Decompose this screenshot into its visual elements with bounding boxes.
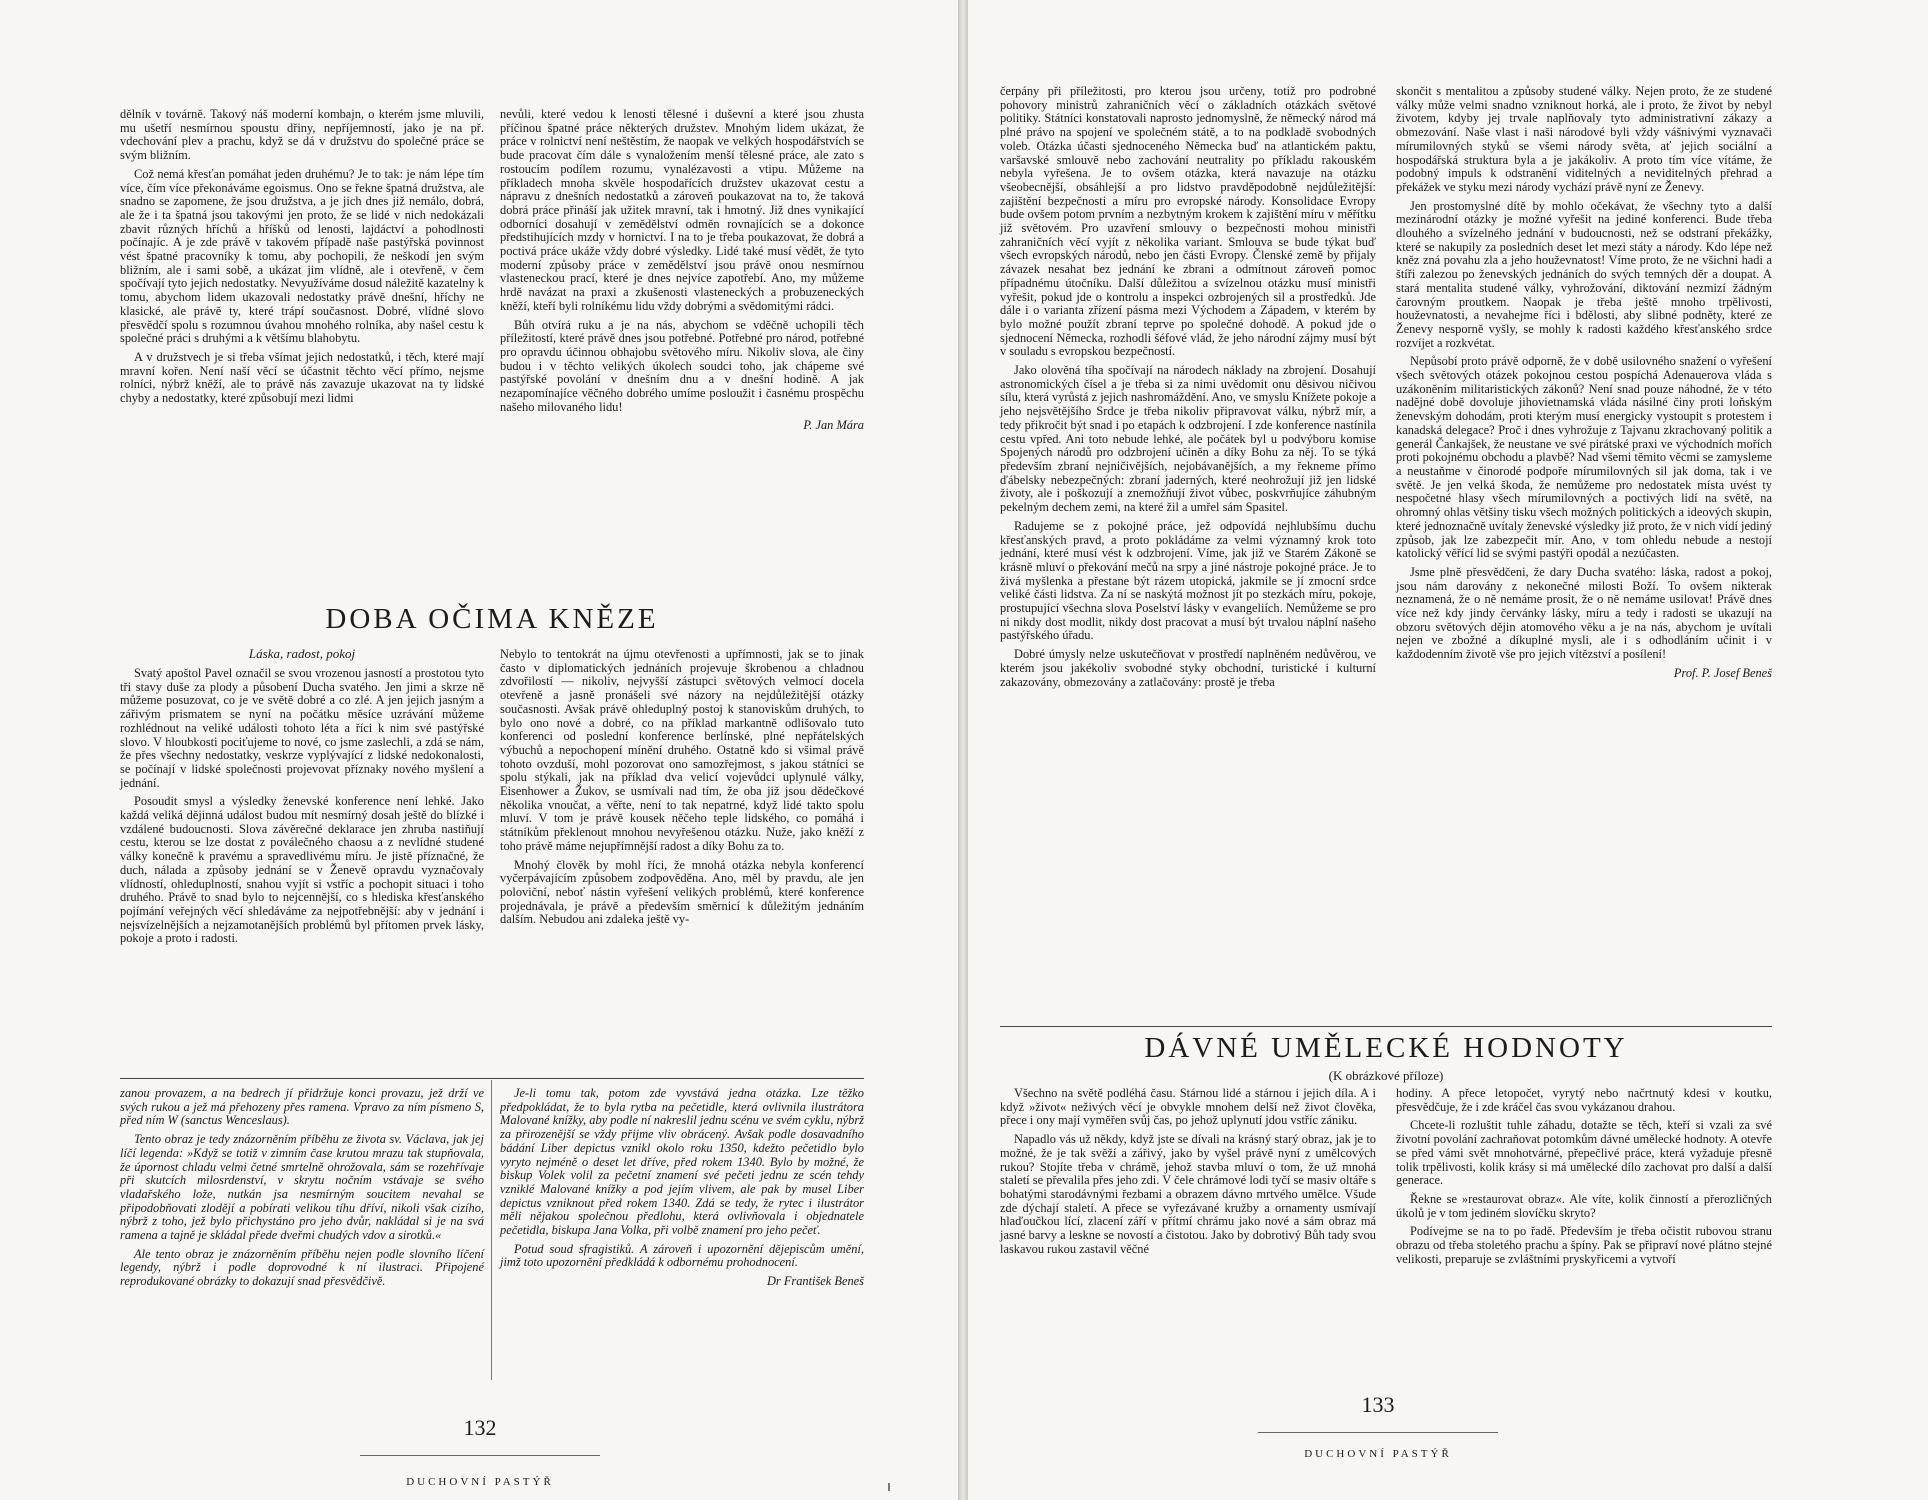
paragraph: A v družstvech je si třeba všímat jejich nedostatků, i těch, které mají mravní kořen. Není naší věcí se účastnit těchto věcí přímo, nejsme rolníci, nýbrž kněží, ale to právě nás zavazuje ukazovat na ty lidské chyby a nedostatky, které způsobují mezi lidmi bbox=[120, 349, 484, 406]
paragraph: nevůli, které vedou k lenosti tělesné i duševní a které jsou zhusta příčinou špatné práce některých družstev. Mnohým lidem ukázat, že práce v rolnictví není neštěstím, že naopak ve velkých hospodářstvích se bude pracovat čím dále s vynaložením menší tělesné práce, ale zato s rostoucím podílem rozumu, vynalézavosti a vtipu. Můžeme na příkladech mnoha skvěle hospodařících družstev ukazovat cestu a nápravu z dnešních nedostatků a zároveň poukazovat na to, že taková dobrá práce přináší jak užitek mravní, tak i hmotný. Již dnes vynikající odborníci dosahují v zemědělství odměn rovnajících se a dokonce předstihujících mzdy v hornictví. I na to je třeba poukazovat, že dobrá a poctivá práce ukáže vždy dobré výsledky. Lidé také musí vědět, že tyto moderní způsoby práce v zemědělství jsou právě onou nesmírnou vlasteneckou prací, které je dnes nejvíce zapotřebí. Ano, my můžeme hrdě navázat na praxi a zkušenosti vlasteneckých a probuzeneckých kněží, kteří byli rolníkému lidu vždy dobrými a svědomitými rádci. bbox=[500, 107, 864, 313]
column-divider bbox=[491, 1080, 492, 1380]
section-divider bbox=[1000, 1026, 1772, 1027]
article-subtitle: (K obrázkové příloze) bbox=[1328, 1068, 1444, 1083]
article-headline: DOBA OČIMA KNĚZE bbox=[325, 603, 659, 635]
paragraph: Napadlo vás už někdy, když jste se dívali na krásný starý obraz, jak je to možné, že je tak svěží a zářivý, jako by vyšel právě nyní z umělcových rukou? Stojíte třeba v chrámě, jehož stavba mluví o tom, že už mnohá staletí se převalila přes jeho zdi. V čele chrámové lodi tyčí se masiv oltáře s bohatými starodávnými řezbami a obrazem dávno mrtvého umělce. Všude zde dýchají staletí. A přece se vyřezávané kružby a ornamenty usmívají hlaďoučkou lící, zlacení září v přítmí chrámu jako nové a sám obraz má jasné barvy a leskne se novostí a čistotou. Jako by dobrotivý Bůh tady svou laskavou rukou zastavil věčné bbox=[1000, 1132, 1376, 1256]
paragraph: Potud soud sfragistiků. A zároveň i upozornění dějepiscům umění, jimž toto upozornění předkládá k odbornému prohodnocení. bbox=[500, 1241, 864, 1270]
paragraph: Jako olověná tíha spočívají na národech náklady na zbrojení. Dosahují astronomických čísel a je třeba si za nimi uvědomit onu děsivou ničivou sílu, která vyrůstá z jejich nashromáždění. Ano, ve smyslu Knížete pokoje a jeho nejsvětějšího Srdce je třeba nikoliv připravovat válku, nýbrž mír, a tedy přikročit být snad i po etapách k odzbrojení. I zde konference nastínila cestu vpřed. Ani toto nebude lehké, ale počátek byl u podvýboru komise Spojených národů pro odzbrojení učiněn a díky Bohu za něj. To se týká především zbraní nejničivějších, nejobávanějších, a my řekneme přímo ďábelsky nebezpečných: zbraní jaderných, které neohrožují již jen lidské životy, ale i poškozují a znemožňují život vůbec, poskvrňujíce záhubným pekelným dechem zemi, na které žil a umřel sám Spasitel. bbox=[1000, 363, 1376, 515]
left-col1-bottom bbox=[120, 1087, 484, 1294]
paragraph: Což nemá křesťan pomáhat jeden druhému? Je to tak: je nám lépe tím více, čím více překonáváme egoismus. Ono se řekne špatná družstva, ale snadno se zapomene, že jsou družstva, a je jich dnes již nemálo, dobrá, ale že i ta špatná jsou takovými jen proto, že se lidé v nich nedokázali zbavit různých hříchů a hříšků od lenosti, lajdáctví a pohodlnosti počínajíc. A je zde právě v takovém případě naše pastýřská povinnost vést špatné pracovníky k tomu, aby pochopili, že neškodí jen svým bližním, ale i sami sobě, a ukázat jim vlídně, ale i otevřeně, v čem spočívají tyto jejich nedostatky. Nevyužíváme dosud náležitě kazatelny k tomu, abychom lidem ukazovali nedostatky právě dnešní, hříchy ne klasické, ale právě ty, které trápí současnost. Dobré, vlídné slovo přesvědčí spolu s rozumnou úvahou mnohého rolníka, aby našel cestu k společné práci s druhými a k většímu blahobytu. bbox=[120, 166, 484, 346]
paragraph: Svatý apoštol Pavel označil se svou vrozenou jasností a prostotou tyto tři stavy duše za plody a působení Ducha svatého. Jen jimi a skrze ně můžeme posuzovat, co je ve světě dobré a co zlé. A jen jejich jasným a zářivým prismatem se nyní na počátku měsíce uzrávání můžeme rozhlédnout na veliké události tohoto léta a říci k nim své pastýřské slovo. V hloubkosti pociťujeme to nové, co jsme zaslechli, a zdá se nám, že přes všechny nedostatky, veskrze vyplývající z lidské nedokonalosti, se počínají v lidské společnosti projevovat příznaky nového myšlení a jednání. bbox=[120, 666, 484, 790]
print-mark bbox=[888, 1483, 890, 1491]
right-col2-top bbox=[1396, 85, 1772, 681]
paragraph: skončit s mentalitou a způsoby studené války. Nejen proto, že ze studené války může velmi snadno vzniknout horká, ale i proto, že život by nebyl životem, kdyby jej trvale naplňovaly tyto administrativní zákazy a obmezování. Naše vlast i naši národové byli vždy vášnivými vyznavači mírumilovných styků se všemi národy světa, ať jejich sociální a hospodářská struktura byla a je jakákoliv. A proto tím více vítáme, že podobný impuls k odstranění viditelných a neviditelných přehrad a překážek ve styku mezi národy vychází právě nyní ze Ženevy. bbox=[1396, 84, 1772, 194]
right-page bbox=[968, 0, 1928, 1500]
author-signature: Prof. P. Josef Beneš bbox=[1673, 665, 1772, 680]
paragraph: Je-li tomu tak, potom zde vyvstává jedna otázka. Lze těžko předpokládat, že to byla rytba na pečetidle, která ovlivnila ilustrátora Malované knížky, aby podle ní nakreslil jednu scénu ve svém cyklu, nýbrž za přirozenější se vždy přijme vliv obrácený. Avšak podle dosavadního bádání Liber depictus vznikl okolo roku 1350, kdežto pečetidlo bylo vyryto nejméně o deset let dříve, před rokem 1340. Bylo by možné, že biskup Volek volil za pečetní znamení své pečeti jednu ze scén tehdy vzniklé Malované knížky a pod jejím vlivem, ale pak by musel Liber depictus vzniknout před rokem 1340. Zdá se tedy, že rytec i ilustrátor měli nějakou společnou předlohu, která ovlivňovala i objednatele pečetidla, biskupa Jana Volka, při volbě znamení pro jeho pečeť. bbox=[500, 1086, 864, 1238]
paragraph: dělník v továrně. Takový náš moderní kombajn, o kterém jsme mluvili, mu ušetří nesmírnou spoustu dřiny, nepříjemností, jako je na př. vdechování plev a prachu, když se dá v družstvu do společné práce se svým bližním. bbox=[120, 107, 484, 163]
left-col1-top bbox=[120, 108, 484, 411]
article-subtitle: Láska, radost, pokoj bbox=[248, 646, 356, 661]
paragraph: Bůh otvírá ruku a je na nás, abychom se vděčně uchopili těch příležitostí, které právě dnes jsou potřebné. Potřebné pro národ, potřebné pro opravdu účinnou obhajobu světového míru. Nikoliv slova, ale činy budou i v těchto velikých úkolech soudci toho, jak chápeme své pastýřské povolání v dnešním dnu a v dnešní hodině. A jak nezapomínajíce věčného dobrého umíme posloužit i časnému prospěchu našeho milovaného lidu! bbox=[500, 317, 864, 414]
right-col1-top bbox=[1000, 85, 1376, 694]
paragraph: Radujeme se z pokojné práce, jež odpovídá nejhlubšímu duchu křesťanských pravd, a proto pokládáme za velmi významný krok toto jednání, které musí vést k odzbrojení. Víme, jak již ve Starém Zákoně se krásně mluví o překování mečů na srpy a jiné nástroje pokojné práce. Je to živá myšlenka a přestane být rázem utopická, jakmile se jí zmocní srdce veliké části lidstva. Za ní se naskýtá možnost jít po stezkách míru, pokoje, prostupující všechna slova Poselství lásky v evangeliích. Nemůžeme se pro ni nikdy dost modlit, nikdy dost pracovat a musí být trvalou náplní našeho pastýřského úřadu. bbox=[1000, 518, 1376, 643]
paragraph: zanou provazem, a na bedrech jí přidržuje konci provazu, jež drží ve svých rukou a jež má přehozeny přes ramena. Vpravo za ním písmeno S, před ním W (sanctus Wenceslaus). bbox=[120, 1086, 484, 1128]
page-number: 133 bbox=[1361, 1392, 1395, 1417]
paragraph: Tento obraz je tedy znázorněním příběhu ze života sv. Václava, jak jej líčí legenda: »Když se totiž v zimním čase krutou mrazu tak stupňovala, že úpornost chladu velmi četné smrtelně ohrožovala, sám se rozehřívaje při skutcích milosrdenství, v skrytu nočním vstávaje se svého vladařského lože, nutkán jsa nesmírným soucitem nevahal se připodobňovati zlodějí a pobírati velikou tíhu dříví, nikoli však cizího, nýbrž z toho, jež bylo přichystáno pro jeho dvůr, nakládal si je na svá ramena a tajně je skládal přede dveřmi chudých vdov a sirotků.« bbox=[120, 1132, 484, 1243]
paragraph: Řekne se »restaurovat obraz«. Ale víte, kolik činností a přerozličných úkolů je v tom jediném slovíčku skryto? bbox=[1396, 1191, 1772, 1220]
left-col2-top bbox=[500, 108, 864, 433]
footer-rule bbox=[1258, 1432, 1498, 1433]
paragraph: Všechno na světě podléhá času. Stárnou lidé a stárnou i jejich díla. A i když »život« neživých věcí je obvykle mnohem delší než život člověka, přece i ony mají vyměřen svůj čas, po jehož uplynutí jdou vstříc zániku. bbox=[1000, 1086, 1376, 1128]
paragraph: Jsme plně přesvědčeni, že dary Ducha svatého: láska, radost a pokoj, jsou nám darovány z nekonečné milosti Boží. To ovšem nikterak neznamená, že o ně nemáme prosit, že o ně nemáme usilovat! Právě dnes více než kdy jindy červánky lásky, míru a tedy i radosti se ukazují na obzoru světových dějin atomového věku a je na nás, abychom je uvítali nejen ve zbožné a díkuplné mysli, ale i s odhodláním učinit i v každodenním životě vše pro jejich vítězství a posílení! bbox=[1396, 564, 1772, 662]
author-signature: P. Jan Mára bbox=[803, 418, 864, 433]
book-gutter bbox=[958, 0, 968, 1500]
left-col2-bottom bbox=[500, 1087, 864, 1289]
paragraph: Posoudit smysl a výsledky ženevské konference není lehké. Jako každá veliká dějinná událost budou mít nesmírný dosah ještě do blízké i vzdálené budoucnosti. Slova závěrečné deklarace jen zhruba nastiňují cestu, kterou se lze dostat z poválečného chaosu a z nevlídné studené války konečně k pravému a spravedlivému míru. Je jistě příznačné, že duch, nálada a způsoby jednání se v Ženevě opravdu vyznačovaly vlídností, ohleduplností, snahou vyjít si vstříc a pochopit situaci i toho druhého. Právě to snad bylo to nejcennější, co s hlediska křesťanského pojímání veřejných věcí shledáváme za nejpotřebnější: aby v jednání i nejsvízelnějších a nejzamotanějších problémů byl přítomen prvek lásky, pokoje a proto i radosti. bbox=[120, 794, 484, 946]
article-headline: DÁVNÉ UMĚLECKÉ HODNOTY bbox=[1144, 1032, 1628, 1064]
footer-rule bbox=[360, 1455, 600, 1456]
right-col2-bottom bbox=[1396, 1087, 1772, 1271]
page-number: 132 bbox=[463, 1415, 497, 1440]
paragraph: Ale tento obraz je znázorněním příběhu nejen podle slovního líčení legendy, nýbrž i podle doprovodné k ní ilustraci. Připojené reprodukované obrázky to dokazují snad přesvědčivě. bbox=[120, 1246, 484, 1289]
running-footer: DUCHOVNÍ PASTÝŘ bbox=[1304, 1448, 1452, 1460]
left-col2-mid bbox=[500, 648, 864, 932]
paragraph: Nepůsobí proto právě odporně, že v době usilovného snažení o vyřešení všech světových otázek pokojnou cestou pospíchá Adenauerova vláda s uzákoněním militaristických zákonů? Není snad pouze náhodné, že v této nadějné době dovoluje jihovietnamská vláda násilné činy proti loňským ženevským dohodám, proti kterým musí energicky vystoupit s protestem i kanadská delegace? Proč i dnes vyhrožuje z Tajvanu zkrachovaný politik a generál Čankajšek, že neustane ve své pirátské praxi ve východních mořích proti pokojnému obchodu a plavbě? Nad všemi těmito věcmi se zamysleme a neustaňme v činorodé podpoře mírumilovných sil jak doma, tak i ve světě. Je jen velká škoda, že nemůžeme pro nedostatek místa uvést ty nespočetné hlasy všech mírumilovných a poctivých lidí na světě, na ohromný ohlas většiny tisku všech možných politických a ideových skupin, které jednoznačně uvítaly ženevské výsledky již proto, že v nich vidí jediný způsob, jak lze zabezpečit mír. Ano, v tom ohledu nebude a nestojí katolický věřící lid se svými pastýři opodál a nezúčasten. bbox=[1396, 354, 1772, 561]
paragraph: Jen prostomyslné dítě by mohlo očekávat, že všechny tyto a další mezinárodní otázky je možné vyřešit na jediné konferenci. Bude třeba dlouhého a svízelného jednání v budoucnosti, než se odstraní překážky, které se nakupily za posledních deset let mezi státy a národy. Kdo lépe než kněz zná povahu zla a jeho houževnatost! Víme proto, že ne všichni hadi a štíři zalezou po ženevských jednáních do svých temných děr a doupat. A stará mentalita studené války, vyhrožování, diktování nezmizí žádným čarovným proutkem. Naopak je třeba ještě mnoho trpělivosti, houževnatosti, a nevahejme říci i bdělosti, aby slibné podněty, které ze Ženevy nesporně vyšly, se mohly k radosti každého křesťanského srdce rozvíjet a rozkvétat. bbox=[1396, 198, 1772, 350]
paragraph: Chcete-li rozluštit tuhle záhadu, dotažte se těch, kteří si vzali za své životní povolání zachraňovat potomkům dávné umělecké hodnoty. A otevře se před vámi svět mnohotvárné, přepečlivé práce, která vyžaduje přesně tolik trpělivosti, kolik krásy si má umělecké dílo zachovat pro další a další generace. bbox=[1396, 1118, 1772, 1188]
paragraph: čerpány při příležitosti, pro kterou jsou určeny, totiž pro podrobné pohovory ministrů zahraničních věcí o základních otázkách světové politiky. Státníci konstatovali naprosto jednomyslně, že německý národ má plné právo na spojení ve společném státě, a to na podkladě svobodných voleb. Otázka účasti sjednoceného Německa buď na atlantickém paktu, varšavské smlouvě nebo zachování neutrality po příkladu rakouském nebyla vyřešena. Je to ovšem otázka, která navazuje na otázku všeobecnější, obsáhlejší a pro lidstvo pravděpodobně nejdůležitější: zajištění bezpečnosti a míru pro evropské národy. Konsolidace Evropy bude ovšem potom prvním a nezbytným krokem k zajištění míru v měřítku již světovém. Pro uzavření smlouvy o bezpečnosti mohou ministři zahraničních věcí vyjít z několika variant. Smlouva se bude týkat buď všech evropských národů, nebo jen části Evropy. Členské země by přijaly závazek nesahat bez jednání ke zbrani a odmítnout zároveň pomoc případnému útočníku. Další důležitou a svízelnou otázku musí ministři vyřešit, pokud jde o kontrolu a inspekci ozbrojených sil a prostředků. Jde dále i o varianta zřízení pásma mezi Východem a Západem, v kterém by bylo možné použít zbraní teprve po společné dohodě. A pokud jde o sjednocení Německa, rozhodli šéfové vlád, že jeho národní zájmy musí být v souladu s evropskou bezpečností. bbox=[1000, 84, 1376, 359]
left-col1-mid bbox=[120, 667, 484, 951]
paragraph: Podívejme se na to po řadě. Především je třeba očistit rubovou stranu obrazu od třeba stoletého prachu a špíny. Pak se připraví nové plátno stejné velikosti, preparuje se zvláštními pryskyřicemi a vytvoří bbox=[1396, 1224, 1772, 1266]
paragraph: Dobré úmysly nelze uskutečňovat v prostředí naplněném nedůvěrou, ve kterém jsou jakékoliv svobodné styky obchodní, turistické i kulturní zakazovány, obmezovány a zatlačovány: prostě je třeba bbox=[1000, 647, 1376, 689]
right-col1-bottom bbox=[1000, 1087, 1376, 1261]
left-page bbox=[0, 0, 958, 1500]
paragraph: Nebylo to tentokrát na újmu otevřenosti a upřímnosti, jak se to jinak často v diplomatických jednáních projevuje škrobenou a chladnou zdvořilostí — nikoliv, nejvyšší zástupci světových velmocí docela otevřeně a jasně pronášeli své názory na nejdůležitější otázky současnosti. Avšak právě ohleduplný postoj k stanoviskům druhých, to bylo ono nové a dobré, co na příklad markantně odlišovalo tuto konferenci od poslední konference berlínské, plné nepřátelských výbuchů a nepochopení mínění druhého. Ostatně kdo si všimal právě tohoto ovzduší, mohl pozorovat ono samozřejmost, s jakou státníci se spolu stýkali, jak na příklad dva velicí vojevůdci uplynulé války, Eisenhower a Žukov, se usmívali nad tím, že oba již jsou dědečkové několika vnoučat, a věřte, není to tak nepatrné, když lidé takto spolu mluví. V tom je právě kousek něčeho teple lidského, co pomáhá i státníkům překlenout mnohou nevyřešenou otázku. Nuže, jako kněží z toho právě máme nejupřímnější radost a díky Bohu za to. bbox=[500, 647, 864, 853]
running-footer: DUCHOVNÍ PASTÝŘ bbox=[406, 1476, 554, 1488]
section-divider bbox=[120, 1078, 864, 1079]
paragraph: hodiny. A přece letopočet, vyrytý nebo načrtnutý kdesi v koutku, přesvědčuje, že i zde kráčel čas svou vykázanou drahou. bbox=[1396, 1086, 1772, 1114]
author-signature: Dr František Beneš bbox=[766, 1274, 864, 1289]
paragraph: Mnohý člověk by mohl říci, že mnohá otázka nebyla konferencí vyčerpávajícím způsobem zodpověděna. Ano, měl by pravdu, ale jen poloviční, neboť nástin vyřešení velikých problémů, které konference projednávala, je právě a především směrnicí k důležitým jednáním dalším. Nebudou ani zdaleka ještě vy- bbox=[500, 857, 864, 927]
